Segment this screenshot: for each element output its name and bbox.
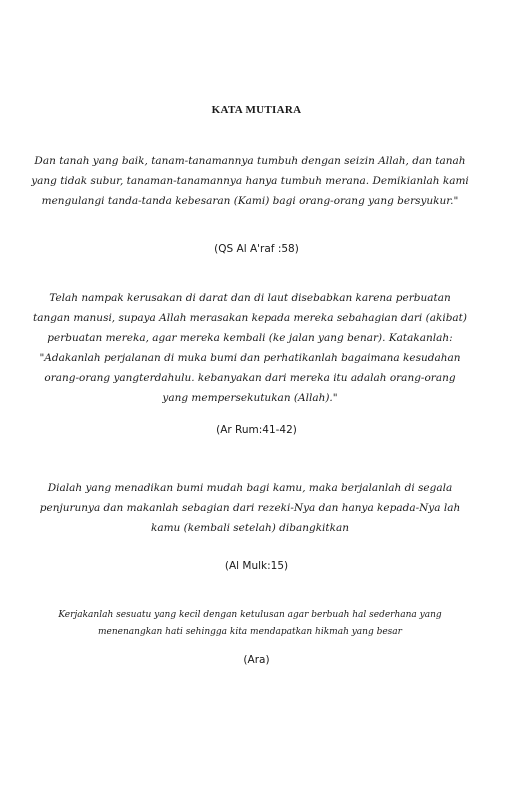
quote-text-1: Dan tanah yang baik, tanam-tanamannya tumbuh dengan seizin Allah, dan tanah yang tidak subur, tanaman-tanamannya hanya tumbuh merana. Demikianlah kami mengulangi tanda-tanda kebesaran (Kami) bagi orang-orang yang bersyukur.": [31, 155, 469, 207]
page-title: KATA MUTIARA: [211, 104, 302, 116]
quote-text-4: Kerjakanlah sesuatu yang kecil dengan ketulusan agar berbuah hal sederhana yang menenangkan hati sehingga kita mendapatkan hikmah yang besar: [58, 610, 442, 637]
quote-source-4: (Ara): [243, 654, 270, 666]
quote-source-2: (Ar Rum:41-42): [216, 424, 297, 436]
quote-text-2: Telah nampak kerusakan di darat dan di laut disebabkan karena perbuatan tangan manusi, supaya Allah merasakan kepada mereka sebahagian dari (akibat) perbuatan mereka, agar mereka kembali (ke jalan yang benar). Katakanlah: "Adakanlah perjalanan di muka bumi dan perhatikanlah bagaimana kesudahan orang-orang yangterdahulu. kebanyakan dari mereka itu adalah orang-orang yang mempersekutukan (Allah).": [33, 292, 467, 404]
quote-source-1: (QS Al A'raf :58): [214, 243, 299, 255]
quote-text-3: Dialah yang menadikan bumi mudah bagi kamu, maka berjalanlah di segala penjurunya dan makanlah sebagian dari rezeki-Nya dan hanya kepada-Nya lah kamu (kembali setelah) dibangkitkan: [39, 482, 461, 534]
quote-source-3: (Al Mulk:15): [224, 560, 289, 572]
